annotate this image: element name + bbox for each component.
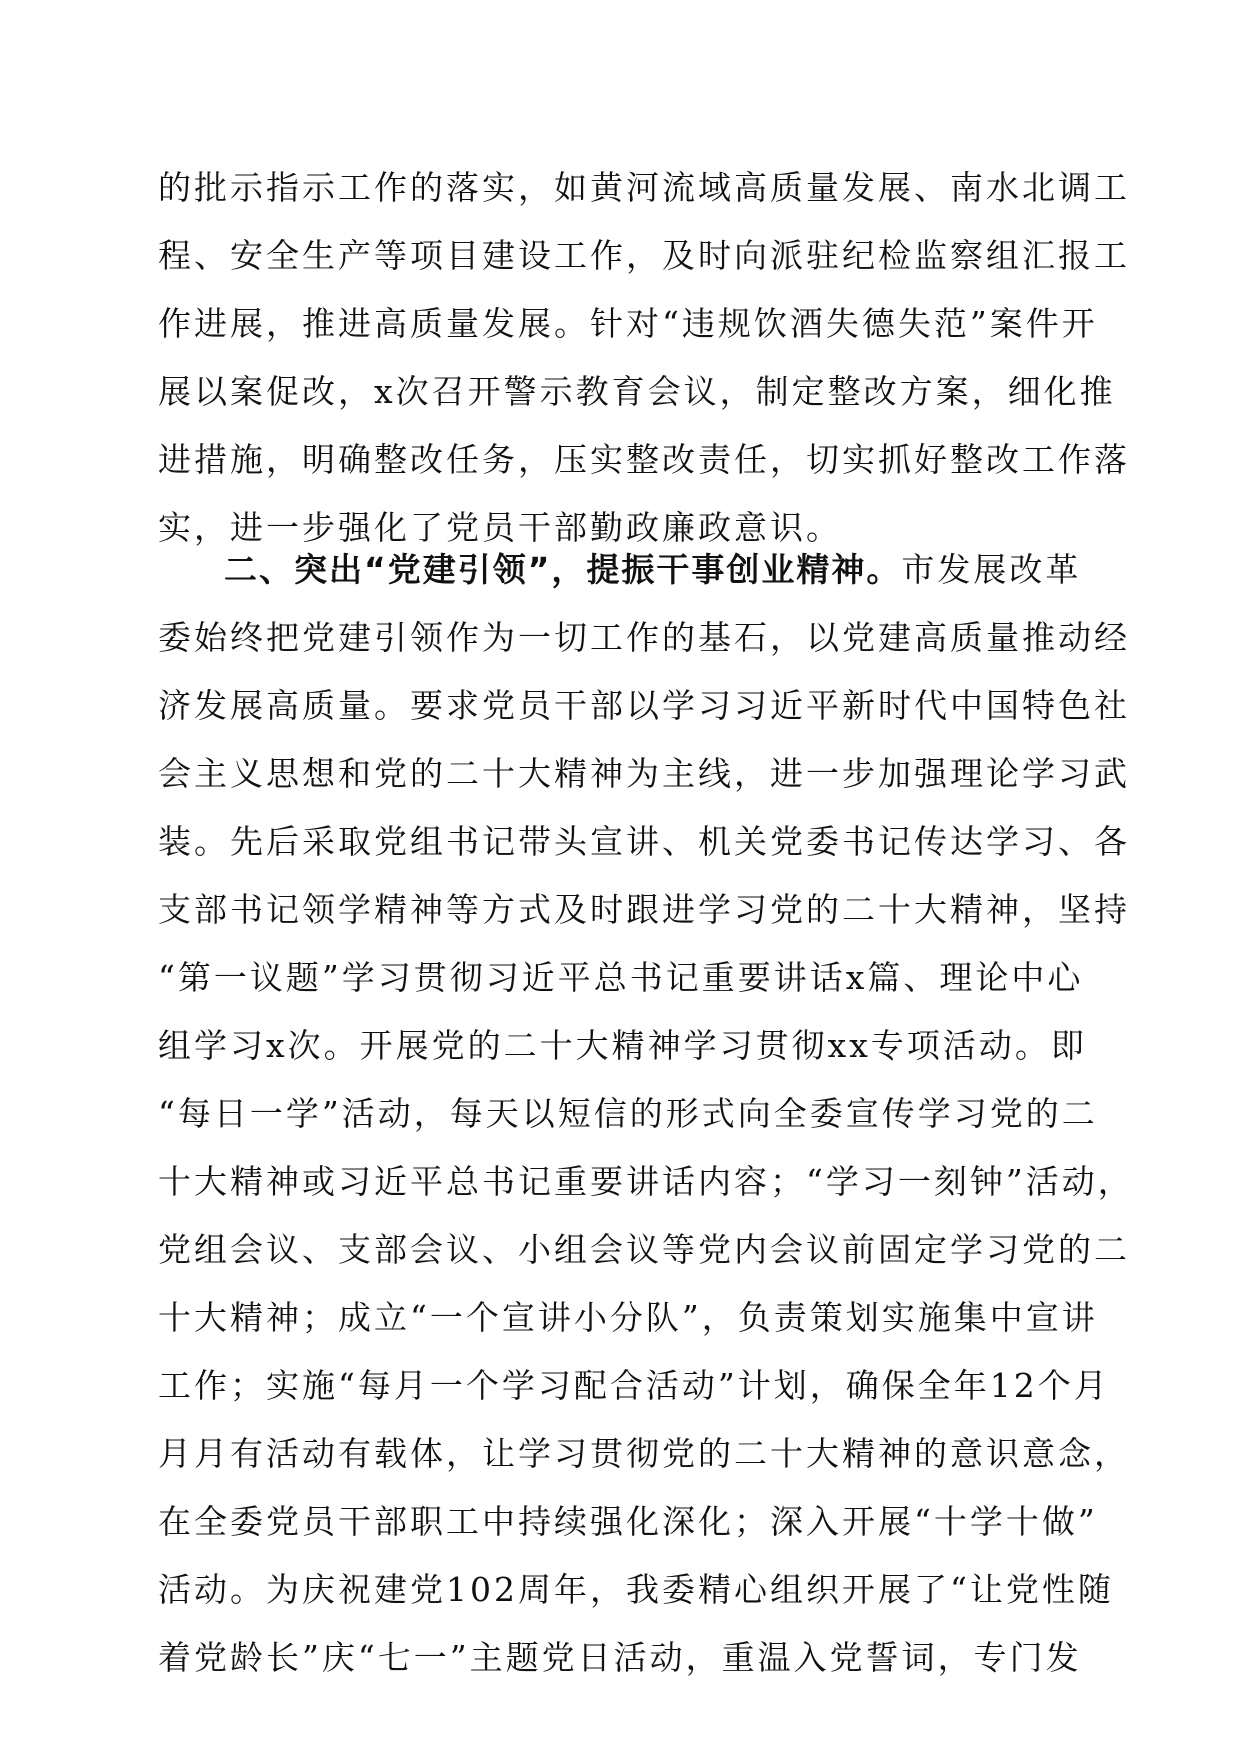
heading-trailing-text: 市发展改革 xyxy=(901,550,1082,589)
paragraph-1-line: 作进展，推进高质量发展。针对“违规饮酒失德失范”案件开 xyxy=(158,304,1098,343)
paragraph-2-line: 在全委党员干部职工中持续强化深化；深入开展“十学十做” xyxy=(158,1502,1098,1541)
paragraph-1-line: 进措施，明确整改任务，压实整改责任，切实抓好整改工作落 xyxy=(158,440,1130,479)
paragraph-2-line: 会主义思想和党的二十大精神为主线，进一步加强理论学习武 xyxy=(158,754,1130,793)
paragraph-2-line: 月月有活动有载体，让学习贯彻党的二十大精神的意识意念， xyxy=(158,1434,1130,1473)
paragraph-2-line: “每日一学”活动，每天以短信的形式向全委宣传学习党的二 xyxy=(158,1094,1098,1133)
paragraph-1-line: 的批示指示工作的落实，如黄河流域高质量发展、南水北调工 xyxy=(158,168,1130,207)
paragraph-2-line: 活动。为庆祝建党102周年，我委精心组织开展了“让党性随 xyxy=(158,1570,1114,1609)
paragraph-2-line: 装。先后采取党组书记带头宣讲、机关党委书记传达学习、各 xyxy=(158,822,1130,861)
paragraph-1-line: 程、安全生产等项目建设工作，及时向派驻纪检监察组汇报工 xyxy=(158,236,1130,275)
paragraph-1-line: 实，进一步强化了党员干部勤政廉政意识。 xyxy=(158,508,842,547)
paragraph-2-line: 支部书记领学精神等方式及时跟进学习党的二十大精神，坚持 xyxy=(158,890,1130,929)
paragraph-2-first-line xyxy=(224,540,1081,600)
paragraph-2-line: 党组会议、支部会议、小组会议等党内会议前固定学习党的二 xyxy=(158,1230,1130,1269)
paragraph-2-line: 工作；实施“每月一个学习配合活动”计划，确保全年12个月 xyxy=(158,1366,1110,1405)
paragraph-2-line: 十大精神或习近平总书记重要讲话内容；“学习一刻钟”活动， xyxy=(158,1162,1134,1201)
paragraph-2-line: 十大精神；成立“一个宣讲小分队”，负责策划实施集中宣讲 xyxy=(158,1298,1098,1337)
paragraph-2-line: 委始终把党建引领作为一切工作的基石，以党建高质量推动经 xyxy=(158,618,1130,657)
paragraph-2-line: 组学习x次。开展党的二十大精神学习贯彻xx专项活动。即 xyxy=(158,1026,1087,1065)
paragraph-1-line: 展以案促改，x次召开警示教育会议，制定整改方案，细化推 xyxy=(158,372,1116,411)
section-heading: 二、突出“党建引领”，提振干事创业精神。 xyxy=(224,550,902,589)
paragraph-2-line: 济发展高质量。要求党员干部以学习习近平新时代中国特色社 xyxy=(158,686,1130,725)
paragraph-2-line: 着党龄长”庆“七一”主题党日活动，重温入党誓词，专门发 xyxy=(158,1638,1082,1677)
paragraph-2-line: “第一议题”学习贯彻习近平总书记重要讲话x篇、理论中心 xyxy=(158,958,1084,997)
